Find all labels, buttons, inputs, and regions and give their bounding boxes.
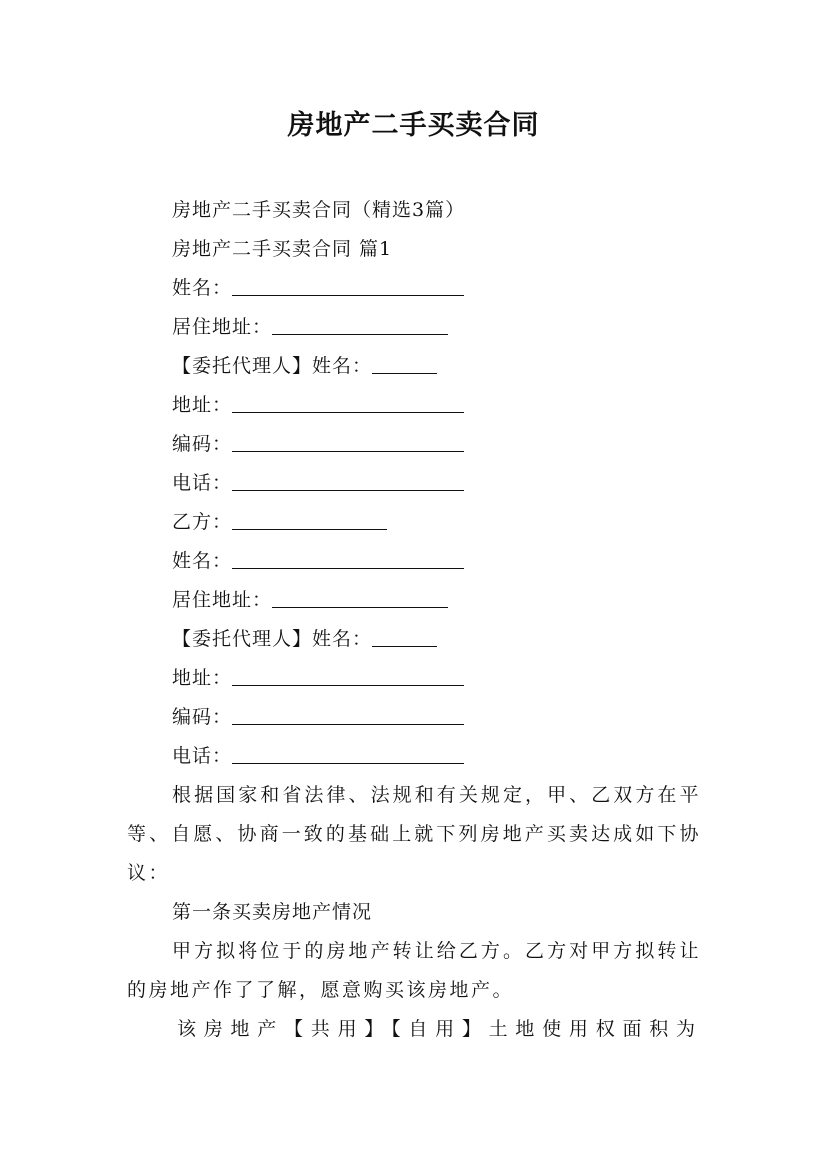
party-b-name-row: [172, 549, 464, 573]
party-a-code-row: [172, 432, 464, 456]
party-b-agent-label: 【委托代理人】姓名：: [172, 628, 373, 650]
party-b-name-blank: [232, 550, 464, 569]
party-a-address-label: 居住地址：: [172, 316, 273, 338]
party-b-code-label: 编码：: [172, 706, 233, 728]
party-a-code-blank: [232, 433, 464, 452]
party-b-addr-blank: [232, 667, 464, 686]
party-b-phone-blank: [232, 745, 464, 764]
party-a-addr-label: 地址：: [172, 394, 233, 416]
article-1-last-line: 该房地产【共用】【自用】土地使用权面积为: [177, 1018, 701, 1040]
party-a-addr-blank: [232, 394, 464, 413]
party-b-agent-row: [172, 627, 437, 651]
document-title: 房地产二手买卖合同: [287, 110, 540, 141]
party-b-addr-row: [172, 666, 464, 690]
party-b-address-label: 居住地址：: [172, 589, 273, 611]
party-b-row: [172, 510, 387, 534]
intro-paragraph: 根据国家和省法律、法规和有关规定，甲、乙双方在平等、自愿、协商一致的基础上就下列房地产买卖达成如下协议：: [127, 784, 701, 884]
party-a-address-blank: [272, 316, 448, 335]
party-b-address-row: [172, 588, 448, 612]
party-b-code-blank: [232, 706, 464, 725]
party-b-phone-row: [172, 744, 464, 768]
party-a-phone-row: [172, 471, 464, 495]
party-b-agent-blank: [372, 628, 437, 647]
party-b-name-label: 姓名：: [172, 550, 233, 572]
party-b-phone-label: 电话：: [172, 745, 233, 767]
party-b-blank: [232, 511, 387, 530]
party-b-addr-label: 地址：: [172, 667, 233, 689]
document-subtitle: 房地产二手买卖合同（精选3篇）: [172, 199, 466, 221]
party-a-name-row: [172, 276, 464, 300]
party-a-phone-blank: [232, 472, 464, 491]
party-b-code-row: [172, 705, 464, 729]
party-a-agent-blank: [372, 355, 437, 374]
party-b-label: 乙方：: [172, 511, 233, 533]
party-a-agent-label: 【委托代理人】姓名：: [172, 355, 373, 377]
party-b-address-blank: [272, 589, 448, 608]
party-a-addr-row: [172, 393, 464, 417]
party-a-address-row: [172, 315, 448, 339]
party-a-agent-row: [172, 354, 437, 378]
party-a-name-blank: [232, 277, 464, 296]
party-a-phone-label: 电话：: [172, 472, 233, 494]
article-1-paragraph: 甲方拟将位于的房地产转让给乙方。乙方对甲方拟转让的房地产作了了解，愿意购买该房地产。: [127, 940, 701, 1001]
article-1-heading: 第一条买卖房地产情况: [172, 901, 373, 923]
party-a-code-label: 编码：: [172, 433, 233, 455]
party-a-name-label: 姓名：: [172, 277, 233, 299]
section-heading: 房地产二手买卖合同 篇1: [172, 238, 393, 260]
